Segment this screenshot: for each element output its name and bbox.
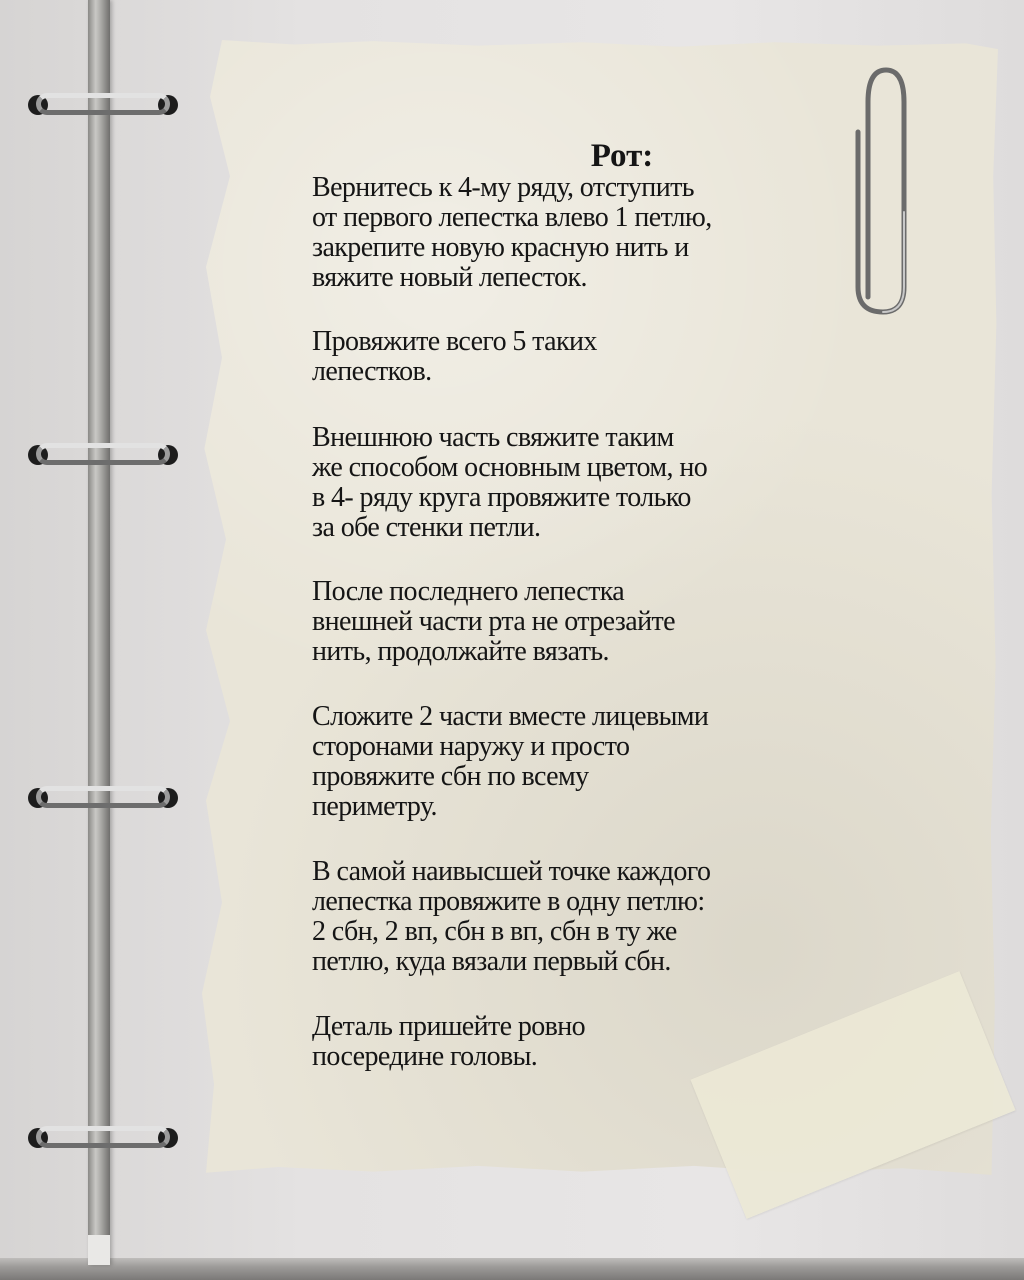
text-line: сторонами наружу и просто (312, 731, 630, 762)
text-line: за обе стенки петли. (312, 512, 541, 543)
text-line: посередине головы. (312, 1041, 538, 1072)
binder-ring-icon (28, 1118, 178, 1158)
text-line: внешней части рта не отрезайте (312, 606, 675, 637)
paragraph-3 (312, 423, 872, 543)
text-line: После последнего лепестка (312, 576, 625, 607)
ring-band (36, 1126, 170, 1148)
ring-band (36, 443, 170, 465)
paragraph-6 (312, 857, 872, 977)
paragraph-4 (312, 577, 872, 667)
text-line: лепестков. (312, 356, 432, 387)
ring-band (36, 93, 170, 115)
text-line: Внешнюю часть свяжите таким (312, 422, 674, 453)
binder-spine-tip (88, 1235, 110, 1265)
page-bottom-edge (0, 1258, 1024, 1280)
binder-ring-icon (28, 435, 178, 475)
text-line: В самой наивысшей точке каждого (312, 856, 711, 887)
binder-ring-icon (28, 85, 178, 125)
text-line: Сложите 2 части вместе лицевыми (312, 701, 709, 732)
page-title: Рот: (590, 138, 654, 174)
text-line: в 4- ряду круга провяжите только (312, 482, 691, 513)
text-line: Деталь пришейте ровно (312, 1011, 586, 1042)
paragraph-1 (312, 173, 872, 293)
binder-spine (88, 0, 110, 1265)
text-line: лепестка провяжите в одну петлю: (312, 886, 705, 917)
paragraph-5 (312, 702, 872, 822)
text-line: от первого лепестка влево 1 петлю, (312, 202, 712, 233)
paragraph-2 (312, 327, 872, 387)
text-line: же способом основным цветом, но (312, 452, 708, 483)
ring-band (36, 786, 170, 808)
paragraph-7 (312, 1012, 872, 1072)
text-line: Вернитесь к 4-му ряду, отступить (312, 172, 694, 203)
text-line: Провяжите всего 5 таких (312, 326, 597, 357)
text-line: периметру. (312, 791, 437, 822)
text-line: нить, продолжайте вязать. (312, 636, 609, 667)
text-line: провяжите сбн по всему (312, 761, 589, 792)
binder-ring-icon (28, 778, 178, 818)
text-line: закрепите новую красную нить и (312, 232, 689, 263)
text-line: петлю, куда вязали первый сбн. (312, 946, 671, 977)
text-line: 2 сбн, 2 вп, сбн в вп, сбн в ту же (312, 916, 677, 947)
text-line: вяжите новый лепесток. (312, 262, 587, 293)
